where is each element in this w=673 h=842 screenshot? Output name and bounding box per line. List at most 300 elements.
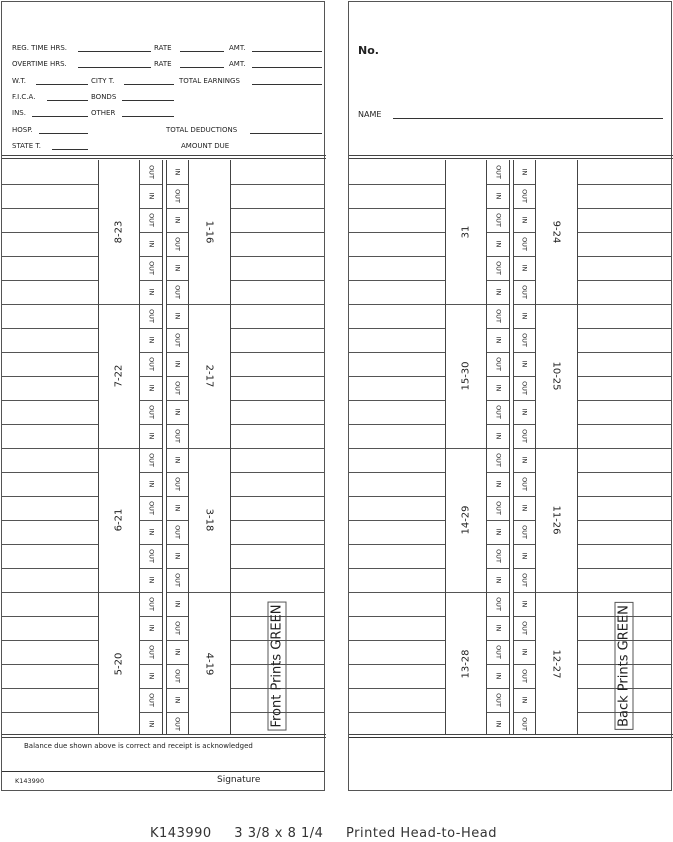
punch-slot-label[interactable]: IN	[494, 576, 502, 584]
punch-slot-label[interactable]: OUT	[173, 189, 182, 203]
other-label: OTHER	[91, 109, 116, 117]
row-line	[349, 664, 445, 665]
punch-slot-label[interactable]: IN	[147, 576, 155, 584]
punch-line	[166, 592, 188, 593]
punch-slot-label[interactable]: OUT	[173, 669, 182, 683]
punch-line	[166, 448, 188, 449]
punch-slot-label[interactable]: IN	[520, 312, 529, 320]
punch-line	[513, 400, 535, 401]
punch-grid	[349, 155, 673, 735]
row-line	[230, 208, 324, 209]
back-bottom-rule	[349, 737, 671, 738]
punch-line	[166, 328, 188, 329]
row-line	[2, 352, 98, 353]
punch-line	[486, 520, 509, 521]
punch-slot-label[interactable]: OUT	[520, 621, 529, 635]
punch-line	[139, 640, 162, 641]
punch-line	[513, 568, 535, 569]
punch-slot-label[interactable]: IN	[147, 432, 155, 440]
block-line	[535, 592, 577, 593]
row-line	[2, 184, 98, 185]
punch-slot-label[interactable]: OUT	[147, 549, 155, 563]
punch-slot-label[interactable]: OUT	[520, 669, 529, 683]
caption-size: 3 3/8 x 8 1/4	[234, 826, 324, 841]
punch-line	[486, 712, 509, 713]
row-line	[349, 280, 445, 281]
print-color-stamp: Back Prints GREEN	[615, 602, 634, 730]
grid-bottom-rule	[2, 734, 326, 738]
row-line	[230, 520, 324, 521]
punch-slot-label[interactable]: IN	[494, 720, 502, 728]
punch-line	[139, 472, 162, 473]
punch-slot-label[interactable]: IN	[494, 480, 502, 488]
punch-line	[139, 712, 162, 713]
punch-slot-label[interactable]: IN	[147, 624, 155, 632]
punch-slot-label[interactable]: OUT	[494, 501, 502, 515]
row-line	[2, 208, 98, 209]
column-line	[98, 160, 99, 734]
punch-slot-label[interactable]: OUT	[494, 549, 502, 563]
reg-time-label: REG. TIME HRS.	[12, 44, 67, 52]
row-line	[230, 184, 324, 185]
punch-slot-label[interactable]: IN	[173, 264, 182, 272]
punch-line	[139, 328, 162, 329]
punch-line	[513, 688, 535, 689]
row-line	[230, 328, 324, 329]
punch-slot-label[interactable]: IN	[147, 240, 155, 248]
left-date-label: 7-22	[113, 364, 124, 388]
reg-time-field[interactable]	[78, 51, 151, 52]
total-earnings-label: TOTAL EARNINGS	[179, 77, 240, 85]
punch-slot-label[interactable]: OUT	[147, 501, 155, 515]
punch-slot-label[interactable]: IN	[147, 192, 155, 200]
punch-slot-label[interactable]: IN	[494, 672, 502, 680]
row-line	[349, 232, 445, 233]
rate-field[interactable]	[180, 67, 224, 68]
row-line	[2, 232, 98, 233]
bonds-field[interactable]	[122, 100, 174, 101]
row-line	[230, 496, 324, 497]
name-field[interactable]	[393, 118, 663, 119]
punch-slot-label[interactable]: OUT	[147, 213, 155, 227]
block-line	[445, 448, 486, 449]
punch-slot-label[interactable]: IN	[147, 288, 155, 296]
punch-line	[166, 616, 188, 617]
left-date-label: 6-21	[113, 508, 124, 532]
punch-slot-label[interactable]: IN	[173, 504, 182, 512]
punch-line	[166, 568, 188, 569]
punch-slot-label[interactable]: OUT	[520, 285, 529, 299]
right-date-label: 3-18	[203, 508, 215, 532]
punch-slot-label[interactable]: OUT	[147, 309, 155, 323]
punch-line	[486, 448, 509, 449]
punch-line	[513, 256, 535, 257]
punch-line	[166, 472, 188, 473]
ins-label: INS.	[12, 109, 26, 117]
row-line	[2, 328, 98, 329]
punch-line	[486, 400, 509, 401]
punch-slot-label[interactable]: OUT	[173, 429, 182, 443]
row-line	[230, 256, 324, 257]
punch-slot-label[interactable]: OUT	[147, 165, 155, 179]
punch-line	[139, 400, 162, 401]
punch-line	[139, 352, 162, 353]
punch-line	[513, 304, 535, 305]
punch-slot-label[interactable]: IN	[520, 696, 529, 704]
punch-slot-label[interactable]: IN	[494, 192, 502, 200]
punch-slot-label[interactable]: OUT	[147, 453, 155, 467]
row-line	[2, 256, 98, 257]
column-line	[162, 160, 163, 734]
punch-line	[139, 496, 162, 497]
row-line	[349, 568, 445, 569]
row-line	[349, 352, 445, 353]
block-line	[445, 592, 486, 593]
punch-line	[166, 544, 188, 545]
row-line	[2, 640, 98, 641]
right-date-label: 10-25	[550, 361, 562, 391]
ins-field[interactable]	[32, 116, 88, 117]
column-line	[486, 160, 487, 734]
punch-line	[139, 448, 162, 449]
row-line	[349, 592, 445, 593]
punch-slot-label[interactable]: OUT	[494, 357, 502, 371]
punch-line	[486, 496, 509, 497]
punch-slot-label[interactable]: IN	[173, 600, 182, 608]
punch-slot-label[interactable]: OUT	[147, 261, 155, 275]
name-label: NAME	[358, 110, 382, 119]
punch-line	[139, 544, 162, 545]
overtime-field[interactable]	[78, 67, 151, 68]
punch-line	[166, 352, 188, 353]
punch-line	[166, 232, 188, 233]
right-date-label: 2-17	[203, 364, 215, 388]
punch-slot-label[interactable]: IN	[147, 720, 155, 728]
punch-slot-label[interactable]: IN	[520, 408, 529, 416]
punch-slot-label[interactable]: OUT	[494, 693, 502, 707]
row-line	[230, 376, 324, 377]
column-line	[535, 160, 536, 734]
state-t-field[interactable]	[52, 149, 88, 150]
punch-line	[486, 616, 509, 617]
row-line	[349, 400, 445, 401]
punch-slot-label[interactable]: OUT	[494, 453, 502, 467]
punch-slot-label[interactable]: OUT	[494, 405, 502, 419]
column-line	[188, 160, 189, 734]
punch-line	[513, 520, 535, 521]
punch-slot-label[interactable]: OUT	[147, 405, 155, 419]
total-earnings-field[interactable]	[252, 84, 322, 85]
city-t-label: CITY T.	[91, 77, 115, 85]
row-line	[349, 424, 445, 425]
receipt-note: Balance due shown above is correct and receipt is acknowledged	[24, 742, 253, 750]
other-field[interactable]	[122, 116, 174, 117]
row-line	[349, 448, 445, 449]
punch-line	[513, 472, 535, 473]
left-date-label: 5-20	[113, 652, 124, 676]
row-line	[230, 568, 324, 569]
punch-slot-label[interactable]: IN	[173, 696, 182, 704]
punch-slot-label[interactable]: OUT	[173, 477, 182, 491]
punch-slot-label[interactable]: OUT	[147, 357, 155, 371]
punch-slot-label[interactable]: IN	[173, 648, 182, 656]
punch-slot-label[interactable]: OUT	[173, 333, 182, 347]
bottom-caption	[150, 826, 515, 841]
punch-slot-label[interactable]: OUT	[173, 285, 182, 299]
punch-line	[486, 184, 509, 185]
punch-line	[166, 400, 188, 401]
punch-slot-label[interactable]: IN	[520, 552, 529, 560]
punch-slot-label[interactable]: OUT	[173, 525, 182, 539]
row-line	[230, 592, 324, 593]
punch-slot-label[interactable]: IN	[173, 216, 182, 224]
block-line	[535, 304, 577, 305]
punch-slot-label[interactable]: IN	[147, 336, 155, 344]
punch-slot-label[interactable]: IN	[173, 312, 182, 320]
punch-line	[139, 592, 162, 593]
row-line	[349, 304, 445, 305]
punch-slot-label[interactable]: OUT	[173, 717, 182, 731]
punch-line	[486, 688, 509, 689]
back-card	[348, 1, 672, 791]
row-line	[577, 496, 671, 497]
punch-slot-label[interactable]: IN	[173, 360, 182, 368]
punch-slot-label[interactable]: IN	[173, 552, 182, 560]
punch-line	[139, 280, 162, 281]
overtime-label: OVERTIME HRS.	[12, 60, 67, 68]
punch-line	[513, 232, 535, 233]
row-line	[349, 520, 445, 521]
form-code: K143990	[15, 777, 45, 785]
punch-slot-label[interactable]: OUT	[173, 573, 182, 587]
row-line	[349, 616, 445, 617]
punch-line	[139, 568, 162, 569]
punch-line	[486, 376, 509, 377]
row-line	[577, 592, 671, 593]
punch-slot-label[interactable]: IN	[520, 504, 529, 512]
row-line	[2, 400, 98, 401]
punch-line	[139, 616, 162, 617]
right-date-label: 12-27	[550, 649, 562, 679]
row-line	[230, 544, 324, 545]
row-line	[230, 448, 324, 449]
row-line	[230, 304, 324, 305]
punch-line	[166, 640, 188, 641]
column-line	[230, 160, 231, 734]
punch-slot-label[interactable]: IN	[494, 240, 502, 248]
row-line	[577, 352, 671, 353]
amt-field[interactable]	[252, 67, 322, 68]
punch-slot-label[interactable]: IN	[494, 432, 502, 440]
row-line	[577, 280, 671, 281]
left-date-label: 13-28	[460, 649, 471, 679]
block-line	[188, 304, 230, 305]
punch-line	[486, 208, 509, 209]
row-line	[577, 232, 671, 233]
punch-slot-label[interactable]: OUT	[173, 381, 182, 395]
right-date-label: 11-26	[550, 505, 562, 535]
row-line	[577, 256, 671, 257]
punch-line	[486, 568, 509, 569]
hosp-field[interactable]	[39, 133, 88, 134]
punch-slot-label[interactable]: IN	[520, 168, 529, 176]
city-t-field[interactable]	[124, 84, 174, 85]
bonds-label: BONDS	[91, 93, 117, 101]
punch-slot-label[interactable]: IN	[494, 288, 502, 296]
punch-line	[166, 376, 188, 377]
grid-top-rule	[349, 155, 673, 159]
row-line	[577, 184, 671, 185]
punch-line	[166, 208, 188, 209]
punch-line	[513, 280, 535, 281]
row-line	[230, 400, 324, 401]
punch-slot-label[interactable]: OUT	[520, 525, 529, 539]
punch-slot-label[interactable]: OUT	[520, 189, 529, 203]
punch-line	[513, 424, 535, 425]
amt-field[interactable]	[252, 51, 322, 52]
punch-slot-label[interactable]: IN	[520, 264, 529, 272]
signature-label: Signature	[217, 775, 261, 785]
punch-line	[513, 664, 535, 665]
left-date-label: 8-23	[113, 220, 124, 244]
punch-slot-label[interactable]: OUT	[147, 645, 155, 659]
punch-slot-label[interactable]: IN	[147, 528, 155, 536]
punch-slot-label[interactable]: IN	[520, 600, 529, 608]
punch-slot-label[interactable]: OUT	[520, 237, 529, 251]
punch-slot-label[interactable]: OUT	[147, 597, 155, 611]
state-t-label: STATE T.	[12, 142, 42, 150]
punch-line	[486, 592, 509, 593]
amt-label: AMT.	[229, 44, 246, 52]
left-date-label: 31	[460, 225, 471, 239]
left-date-label: 15-30	[460, 361, 471, 391]
punch-line	[513, 592, 535, 593]
row-line	[577, 424, 671, 425]
punch-slot-label[interactable]: OUT	[520, 573, 529, 587]
punch-line	[486, 472, 509, 473]
print-color-stamp: Front Prints GREEN	[268, 601, 287, 730]
rate-label: RATE	[154, 60, 172, 68]
column-line	[445, 160, 446, 734]
block-line	[98, 304, 139, 305]
row-line	[577, 208, 671, 209]
row-line	[230, 472, 324, 473]
punch-line	[486, 544, 509, 545]
row-line	[349, 712, 445, 713]
punch-line	[513, 376, 535, 377]
row-line	[349, 544, 445, 545]
row-line	[2, 424, 98, 425]
punch-slot-label[interactable]: IN	[494, 528, 502, 536]
punch-line	[513, 448, 535, 449]
punch-slot-label[interactable]: IN	[173, 168, 182, 176]
punch-slot-label[interactable]: IN	[494, 336, 502, 344]
signature-line[interactable]	[2, 771, 324, 772]
row-line	[2, 592, 98, 593]
punch-slot-label[interactable]: IN	[147, 672, 155, 680]
punch-slot-label[interactable]: IN	[520, 456, 529, 464]
wt-field[interactable]	[36, 84, 88, 85]
row-line	[349, 496, 445, 497]
punch-slot-label[interactable]: OUT	[494, 261, 502, 275]
caption-code: K143990	[150, 826, 212, 841]
punch-slot-label[interactable]: OUT	[520, 477, 529, 491]
row-line	[230, 424, 324, 425]
punch-line	[139, 520, 162, 521]
punch-line	[166, 424, 188, 425]
punch-slot-label[interactable]: IN	[173, 456, 182, 464]
punch-slot-label[interactable]: IN	[147, 384, 155, 392]
punch-slot-label[interactable]: IN	[494, 384, 502, 392]
column-line	[577, 160, 578, 734]
punch-slot-label[interactable]: IN	[173, 408, 182, 416]
row-line	[2, 304, 98, 305]
punch-slot-label[interactable]: OUT	[520, 429, 529, 443]
rate-field[interactable]	[180, 51, 224, 52]
rate-label: RATE	[154, 44, 172, 52]
punch-line	[166, 304, 188, 305]
punch-slot-label[interactable]: IN	[494, 624, 502, 632]
column-line	[166, 160, 167, 734]
punch-slot-label[interactable]: OUT	[494, 213, 502, 227]
total-deductions-field[interactable]	[250, 133, 322, 134]
punch-slot-label[interactable]: IN	[520, 648, 529, 656]
row-line	[577, 400, 671, 401]
row-line	[2, 496, 98, 497]
punch-slot-label[interactable]: OUT	[494, 309, 502, 323]
punch-line	[513, 184, 535, 185]
row-line	[349, 376, 445, 377]
punch-slot-label[interactable]: OUT	[173, 621, 182, 635]
row-line	[349, 184, 445, 185]
punch-slot-label[interactable]: OUT	[494, 645, 502, 659]
left-date-label: 14-29	[460, 505, 471, 535]
punch-slot-label[interactable]: OUT	[494, 597, 502, 611]
punch-line	[166, 280, 188, 281]
card-number-label: No.	[358, 44, 379, 57]
punch-slot-label[interactable]: OUT	[520, 717, 529, 731]
punch-slot-label[interactable]: IN	[147, 480, 155, 488]
punch-line	[513, 328, 535, 329]
row-line	[230, 232, 324, 233]
right-date-label: 1-16	[203, 220, 215, 244]
row-line	[577, 520, 671, 521]
punch-slot-label[interactable]: IN	[520, 360, 529, 368]
caption-note: Printed Head-to-Head	[346, 826, 497, 841]
column-line	[139, 160, 140, 734]
punch-line	[139, 424, 162, 425]
front-card	[1, 1, 325, 791]
total-deductions-label: TOTAL DEDUCTIONS	[166, 126, 238, 134]
punch-line	[513, 712, 535, 713]
column-line	[509, 160, 510, 734]
row-line	[577, 376, 671, 377]
hosp-label: HOSP.	[12, 126, 33, 134]
punch-slot-label[interactable]: OUT	[494, 165, 502, 179]
punch-slot-label[interactable]: IN	[520, 216, 529, 224]
row-line	[230, 352, 324, 353]
row-line	[2, 568, 98, 569]
row-line	[349, 256, 445, 257]
punch-slot-label[interactable]: OUT	[520, 381, 529, 395]
fica-field[interactable]	[47, 100, 88, 101]
punch-slot-label[interactable]: OUT	[173, 237, 182, 251]
punch-slot-label[interactable]: OUT	[147, 693, 155, 707]
row-line	[2, 712, 98, 713]
row-line	[577, 544, 671, 545]
punch-slot-label[interactable]: OUT	[520, 333, 529, 347]
punch-line	[486, 232, 509, 233]
